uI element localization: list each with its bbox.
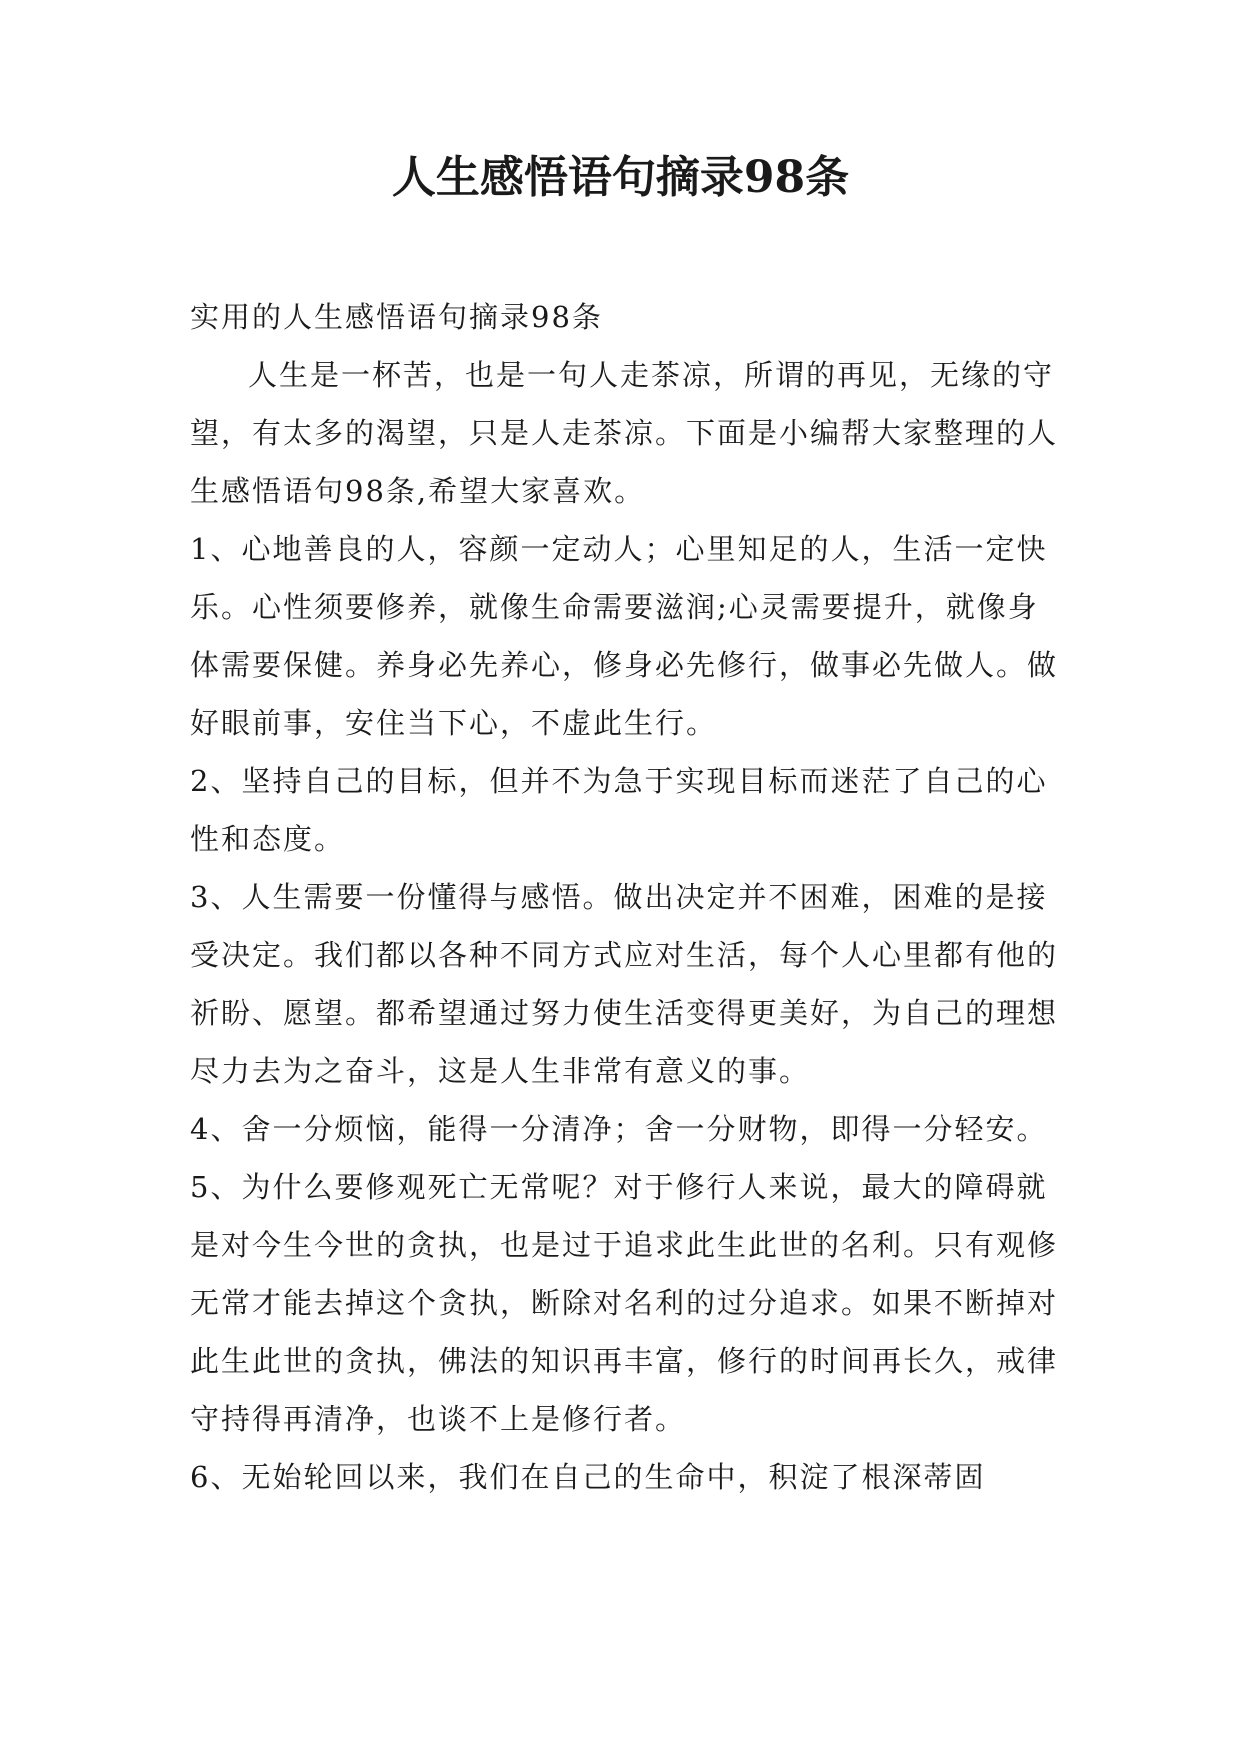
document-subtitle: 实用的人生感悟语句摘录98条 [190,300,603,334]
list-item: 3、人生需要一份懂得与感悟。做出决定并不困难，困难的是接受决定。我们都以各种不同方式应对生活，每个人心里都有他的祈盼、愿望。都希望通过努力使生活变得更美好，为自己的理想尽力去为之奋斗，这是人生非常有意义的事。 [190,880,1059,1088]
list-item: 5、为什么要修观死亡无常呢？对于修行人来说，最大的障碍就是对今生今世的贪执，也是过于追求此生此世的名利。只有观修无常才能去掉这个贪执，断除对名利的过分追求。如果不断掉对此生此世的贪执，佛法的知识再丰富，修行的时间再长久，戒律守持得再清净，也谈不上是修行者。 [190,1170,1059,1436]
document-body [190,288,1060,1506]
document-title: 人生感悟语句摘录98条 [391,152,850,203]
intro-paragraph: 人生是一杯苦，也是一句人走茶凉，所谓的再见，无缘的守望，有太多的渴望，只是人走茶凉。下面是小编帮大家整理的人生感悟语句98条,希望大家喜欢。 [190,358,1059,508]
list-item: 2、坚持自己的目标，但并不为急于实现目标而迷茫了自己的心性和态度。 [190,764,1048,856]
list-item: 6、无始轮回以来，我们在自己的生命中，积淀了根深蒂固 [190,1460,986,1494]
list-item: 4、舍一分烦恼，能得一分清净；舍一分财物，即得一分轻安。 [190,1112,1048,1146]
list-item: 1、心地善良的人，容颜一定动人；心里知足的人，生活一定快乐。心性须要修养，就像生命需要滋润;心灵需要提升，就像身体需要保健。养身必先养心，修身必先修行，做事必先做人。做好眼前事，安住当下心，不虚此生行。 [190,532,1059,740]
